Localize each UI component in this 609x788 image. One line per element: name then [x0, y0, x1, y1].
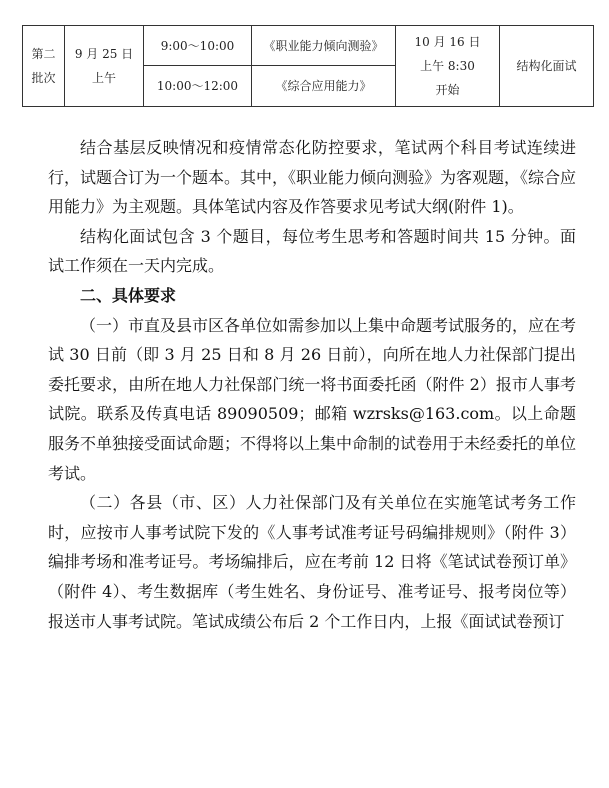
subject-cell: 《综合应用能力》: [252, 66, 396, 107]
exam-date-cell: [65, 26, 144, 107]
batch-line: 批次: [31, 71, 56, 85]
section-heading: 二、具体要求: [80, 285, 177, 305]
batch-line: 第二: [31, 47, 56, 61]
paragraph: （一）市直及县市区各单位如需参加以上集中命题考试服务的，应在考试 30 日前（即 3 月 25 日和 8 月 26 日前），向所在地人力社保部门提出委托要求，由所在地人力社保部门统一将书面委托函（附件 2）报市人事考试院。联系及传真电话 89090509；邮箱 wzrsks@163.com。以上命题服务不单独接受面试命题；不得将以上集中命制的试卷用于未经委托的单位考试。: [48, 315, 577, 483]
interview-time-cell: [396, 26, 500, 107]
subject-cell: 《职业能力倾向测验》: [252, 26, 396, 66]
interview-time-line: 上午 8:30: [420, 59, 475, 73]
paragraph: （二）各县（市、区）人力社保部门及有关单位在实施笔试考务工作时，应按市人事考试院下发的《人事考试准考证号码编排规则》（附件 3）编排考场和准考证号。考场编排后，应在考前 12 日将《笔试试卷预订单》（附件 4）、考生数据库（考生姓名、身份证号、准考证号、报考岗位等）报送市人事考试院。笔试成绩公布后 2 个工作日内，上报《面试试卷预订: [48, 493, 576, 631]
batch-cell: [23, 26, 65, 107]
interview-type-cell: 结构化面试: [500, 26, 594, 107]
time-cell: 9:00～10:00: [144, 26, 252, 66]
time-cell: 10:00～12:00: [144, 66, 252, 107]
table-row: [23, 26, 594, 66]
exam-schedule-table: [22, 25, 594, 107]
document-body: [48, 133, 576, 636]
exam-date-line: 9 月 25 日: [74, 47, 134, 61]
exam-date-line: 上午: [91, 71, 116, 85]
paragraph: 结构化面试包含 3 个题目，每位考生思考和答题时间共 15 分钟。面试工作须在一天内完成。: [48, 226, 576, 276]
interview-time-line: 开始: [435, 83, 460, 97]
paragraph: 结合基层反映情况和疫情常态化防控要求，笔试两个科目考试连续进行，试题合订为一个题本。其中，《职业能力倾向测验》为客观题，《综合应用能力》为主观题。具体笔试内容及作答要求见考试大纲(附件 1)。: [48, 138, 577, 217]
interview-time-line: 10 月 16 日: [414, 35, 481, 49]
